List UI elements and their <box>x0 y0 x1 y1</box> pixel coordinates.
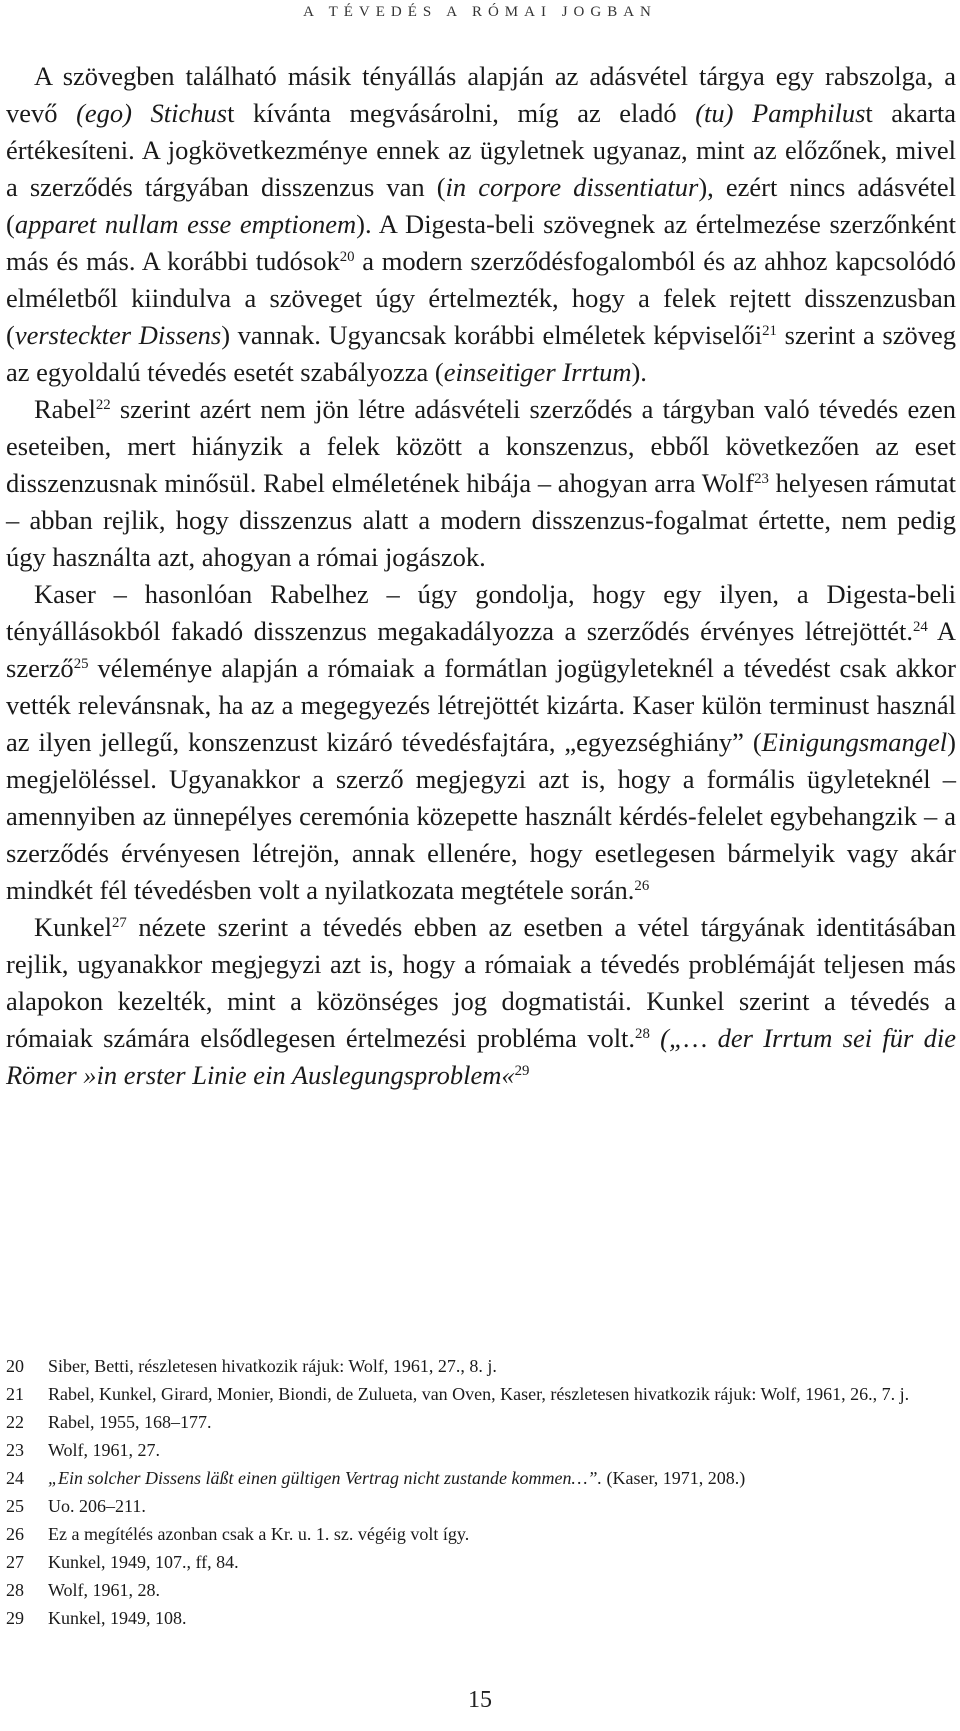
text-span: szerint a szöveg az egyoldalú tévedés esetét szabályozza ( <box>6 320 956 387</box>
text-span: a modern szerződésfogalomból és az ahhoz kapcsolódó elméletből kiindulva a szöveget úgy értelmezték, hogy a felek rejtett disszenzusban ( <box>6 246 956 350</box>
text-span: nézete szerint a tévedés ebben az esetben a vétel tárgyának identitásában rejlik, ugyanakkor megjegyzi azt is, hogy a rómaiak a tévedés problémáját teljesen más alapokon kezelték, mint a közönséges jog dogmatistái. Kunkel szerint a tévedés a rómaiak számára elsődlegesen értelmezési probléma volt. <box>6 912 956 1053</box>
footnote <box>6 1492 956 1520</box>
footnote-plain: Ez a megítélés azonban csak a Kr. u. 1. sz. végéig volt így. <box>48 1524 470 1544</box>
text-span: ) vannak. Ugyancsak korábbi elméletek képviselői <box>221 320 763 350</box>
footnote-number: 26 <box>6 1524 24 1544</box>
footnote-text <box>48 1408 956 1436</box>
footnote <box>6 1464 956 1492</box>
footnote-number: 22 <box>6 1412 24 1432</box>
footnote-ref: 28 <box>635 1025 650 1042</box>
text-span: helyesen rámutat – abban rejlik, hogy disszenzus alatt a modern disszenzus-fogalmat értette, nem pedig úgy használta azt, ahogyan a római jogászok. <box>6 468 956 572</box>
paragraph <box>6 391 956 576</box>
italic-span: (ego) <box>76 98 132 128</box>
footnote-number: 23 <box>6 1440 24 1460</box>
footnote-plain: Kunkel, 1949, 107., ff, 84. <box>48 1552 239 1572</box>
italic-span: versteckter Dissens <box>14 320 222 350</box>
footnote-number: 21 <box>6 1384 24 1404</box>
footnote-ref: 29 <box>514 1062 530 1079</box>
footnote-plain: Rabel, 1955, 168–177. <box>48 1412 212 1432</box>
text-span <box>733 98 752 128</box>
text-span: szerint azért nem jön létre adásvételi szerződés a tárgyban való tévedés ezen eseteiben, mert hiányzik a felek között a konszenzus, ebből következően az eset disszenzusnak minősül. Rabel elméletének hibája – ahogyan arra Wolf <box>6 394 956 498</box>
footnote-number: 28 <box>6 1580 24 1600</box>
text-span: ). A Digesta-beli szövegnek az értelmezése szerzőnként más és más. A korábbi tudósok <box>6 209 956 276</box>
italic-span: einseitiger Irrtum <box>443 357 632 387</box>
footnote <box>6 1408 956 1436</box>
paragraph <box>6 576 956 909</box>
text-span: Kunkel <box>34 912 113 942</box>
footnote-ref: 24 <box>913 618 928 635</box>
footnote-number: 27 <box>6 1552 24 1572</box>
footnote <box>6 1520 956 1548</box>
footnote-ref: 23 <box>754 470 769 487</box>
footnote-text <box>48 1380 956 1408</box>
text-span: Rabel <box>34 394 96 424</box>
footnote-plain: (Kaser, 1971, 208.) <box>601 1468 746 1488</box>
footnote-plain: Rabel, Kunkel, Girard, Monier, Biondi, de Zulueta, van Oven, Kaser, részletesen hivatkozik rájuk: Wolf, 1961, 26., 7. j. <box>48 1384 910 1404</box>
footnote <box>6 1380 956 1408</box>
text-span: A szövegben található másik tényállás alapján az adásvétel tárgya egy rabszolga, a vevő <box>6 61 956 128</box>
footnote-ref: 21 <box>762 322 777 339</box>
italic-span: Stichus <box>150 98 228 128</box>
footnote-number: 20 <box>6 1356 24 1376</box>
paragraph <box>6 58 956 391</box>
footnote-plain: Wolf, 1961, 27. <box>48 1440 161 1460</box>
footnote-plain: Siber, Betti, részletesen hivatkozik rájuk: Wolf, 1961, 27., 8. j. <box>48 1356 497 1376</box>
page-number: 15 <box>468 1687 492 1713</box>
text-span: A szerző <box>6 616 956 683</box>
footnote <box>6 1548 956 1576</box>
italic-span: Pamphilus <box>752 98 866 128</box>
footnote-plain: Kunkel, 1949, 108. <box>48 1608 187 1628</box>
footnote-plain: Uo. 206–211. <box>48 1496 146 1516</box>
footnote-text <box>48 1548 956 1576</box>
footnote-number: 24 <box>6 1468 24 1488</box>
italic-span: apparet nullam esse emptionem <box>14 209 357 239</box>
footnote-text <box>48 1604 956 1632</box>
footnote-ref: 27 <box>112 914 127 931</box>
footnotes <box>6 1352 956 1632</box>
footnote-text <box>48 1520 956 1548</box>
footnote-number: 25 <box>6 1496 24 1516</box>
footnote-text <box>48 1464 956 1492</box>
italic-span: („… der Irrtum sei für die Römer »in erster Linie ein Auslegungsproblem« <box>6 1023 957 1090</box>
footnote <box>6 1352 956 1380</box>
paragraph <box>6 909 956 1094</box>
text-span: t akarta értékesíteni. A jogkövetkezménye ennek az ügyletnek ugyanaz, mint az előzőnek, mivel a szerződés tárgyában disszenzus van ( <box>6 98 957 202</box>
footnote-ref: 25 <box>73 655 89 672</box>
footnote <box>6 1576 956 1604</box>
text-span: ), ezért nincs adásvétel ( <box>6 172 956 239</box>
italic-span: in corpore dissentiatur <box>445 172 699 202</box>
footnote-italic: „Ein solcher Dissens läßt einen gültigen Vertrag nicht zustande kommen…”. <box>48 1468 602 1488</box>
footnote <box>6 1436 956 1464</box>
footnote-ref: 22 <box>95 396 111 413</box>
running-header: A TÉVEDÉS A RÓMAI JOGBAN <box>303 4 657 20</box>
text-span: t kívánta megvásárolni, míg az eladó <box>227 98 696 128</box>
footnote-ref: 26 <box>634 877 650 894</box>
italic-span: Einigungsmangel <box>761 727 948 757</box>
text-span: ) megjelöléssel. Ugyanakkor a szerző megjegyzi azt is, hogy a formális ügyleteknél – amennyiben az ünnepélyes ceremónia közepette használt kérdés-felelet egybehangzik – a szerződés érvényesen létrejön, annak ellenére, hogy esetlegesen bármelyik vagy akár mindkét fél tévedésben volt a nyilatkozata megtétele során. <box>6 727 956 905</box>
text-span: ). <box>631 357 647 387</box>
text-span: véleménye alapján a rómaiak a formátlan jogügyleteknél a tévedést csak akkor vették relevánsnak, ha az a megegyezés létrejöttét kizárta. Kaser külön terminust használ az ilyen jellegű, konszenzust kizáró tévedésfajtára, „egyezséghiány” ( <box>6 653 956 757</box>
footnote-plain: Wolf, 1961, 28. <box>48 1580 161 1600</box>
footnote-ref: 20 <box>339 248 355 265</box>
footnote-text <box>48 1576 956 1604</box>
italic-span: (tu) <box>695 98 734 128</box>
footnote-text <box>48 1492 956 1520</box>
footnote-text <box>48 1352 956 1380</box>
footnote-number: 29 <box>6 1608 24 1628</box>
text-span <box>132 98 151 128</box>
footnote <box>6 1604 956 1632</box>
footnote-text <box>48 1436 956 1464</box>
body-text <box>6 58 956 1094</box>
text-span: Kaser – hasonlóan Rabelhez – úgy gondolja, hogy egy ilyen, a Digesta-beli tényállásokból fakadó disszenzus megakadályozza a szerződés érvényes létrejöttét. <box>6 579 956 646</box>
